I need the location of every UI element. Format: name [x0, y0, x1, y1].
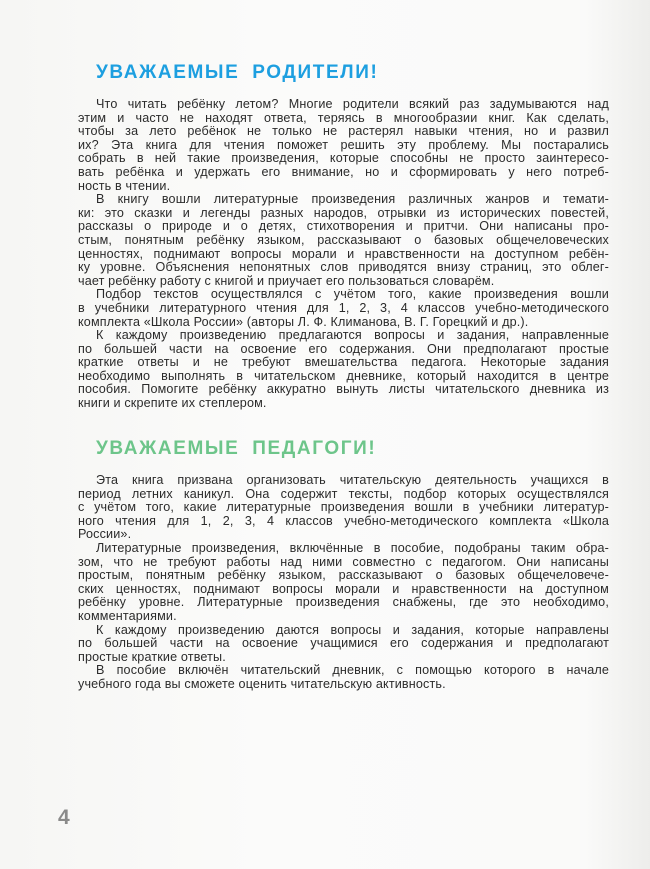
text-line: необходимо выполнять в читательском дневнике, который находится в центре	[78, 368, 609, 383]
paragraph	[78, 193, 609, 288]
text-line: рассказы о природе и о детях, стихотворения и притчи. Они написаны про-	[78, 219, 609, 234]
text-line: комплекта «Школа России» (авторы Л. Ф. Климанова, В. Г. Горецкий и др.).	[78, 314, 529, 329]
text-line: учебного года вы сможете оценить читательскую активность.	[78, 676, 446, 691]
text-line: ного чтения для 1, 2, 3, 4 классов учебно-методического комплекта «Школа	[78, 513, 609, 528]
text-line: ки: это сказки и легенды разных народов, отрывки из исторических повестей,	[78, 205, 609, 220]
text-line: Что читать ребёнку летом? Многие родители всякий раз задумываются над	[96, 97, 609, 111]
text-line: по большей части на освоение учащимися его содержания и предполагают	[78, 636, 609, 651]
paragraph	[78, 624, 609, 665]
text-line: ценностях, поднимают вопросы морали и нравственности на доступном ребён-	[78, 246, 609, 261]
text-line: ребёнку уровне. Литературные произведения снабжены, где это необходимо,	[78, 595, 609, 610]
text-line: В книгу вошли литературные произведения различных жанров и темати-	[96, 192, 609, 207]
text-line: В пособие включён читательский дневник, с помощью которого в начале	[96, 663, 609, 678]
paragraph	[78, 664, 609, 691]
text-line: России».	[78, 527, 132, 542]
teachers-section	[78, 436, 609, 692]
page-number: 4	[58, 806, 70, 829]
paragraph	[78, 329, 609, 411]
text-line: простым, понятным ребёнку языком, рассказывают о базовых общечеловече-	[78, 568, 609, 583]
paragraph	[78, 474, 609, 542]
text-line: комментариями.	[78, 608, 177, 623]
text-line: этим и часто не находят ответа, теряясь в многообразии книг. Как сделать,	[78, 110, 609, 125]
text-line: Подбор текстов осуществлялся с учётом того, какие произведения вошли	[96, 287, 609, 302]
text-line: собрать в ней такие произведения, которые способны не просто заинтересо-	[78, 151, 609, 166]
paragraph	[78, 98, 609, 193]
text-line: с учётом того, какие литературные произведения вошли в учебники литератур-	[78, 500, 609, 515]
paragraph	[78, 542, 609, 624]
text-line: по большей части на освоение его содержания. Они предполагают простые	[78, 341, 609, 356]
text-line: Литературные произведения, включённые в пособие, подобраны таким обра-	[96, 540, 609, 555]
text-line: чает ребёнку работу с книгой и приучает его пользоваться словарём.	[78, 273, 495, 288]
text-line: К каждому произведению даются вопросы и задания, которые направлены	[96, 622, 609, 637]
text-line: вать ребёнка и удержать его внимание, но и сформировать у него потреб-	[78, 164, 609, 179]
text-line: чтобы за лето ребёнок не только не растерял навыки чтения, но и развил	[78, 124, 609, 139]
text-line: период летних каникул. Она содержит тексты, подбор которых осуществлялся	[78, 486, 609, 501]
text-line: краткие ответы и не требуют вмешательства педагога. Некоторые задания	[78, 355, 609, 370]
parents-section	[78, 60, 609, 411]
text-line: ность в чтении.	[78, 178, 171, 193]
text-line: зом, что не требуют работы над ними совместно с педагогом. Они написаны	[78, 554, 609, 569]
text-line: ских ценностях, поднимают вопросы морали и нравственности на доступном	[78, 581, 609, 596]
text-line: ку уровне. Объяснения непонятных слов приводятся внизу страниц, это облег-	[78, 260, 609, 275]
teachers-heading: УВАЖАЕМЫЕ ПЕДАГОГИ!	[96, 438, 377, 459]
text-line: книги и скрепите их степлером.	[78, 396, 267, 411]
text-line: пособия. Помогите ребёнку аккуратно вынуть листы читательского дневника из	[78, 382, 609, 397]
text-line: в учебники литературного чтения для 1, 2, 3, 4 классов учебно-методического	[78, 300, 609, 315]
parents-body	[78, 98, 609, 411]
text-line: простые краткие ответы.	[78, 649, 226, 664]
parents-heading: УВАЖАЕМЫЕ РОДИТЕЛИ!	[96, 62, 379, 83]
text-line: их? Эта книга для чтения поможет решить эту проблему. Мы постарались	[78, 137, 609, 152]
text-line: К каждому произведению предлагаются вопросы и задания, направленные	[96, 328, 609, 343]
text-line: стым, понятным ребёнку языком, рассказывают о базовых общечеловеческих	[78, 232, 609, 247]
paragraph	[78, 288, 609, 329]
teachers-body	[78, 474, 609, 692]
text-line: Эта книга призвана организовать читательскую деятельность учащихся в	[96, 473, 609, 487]
